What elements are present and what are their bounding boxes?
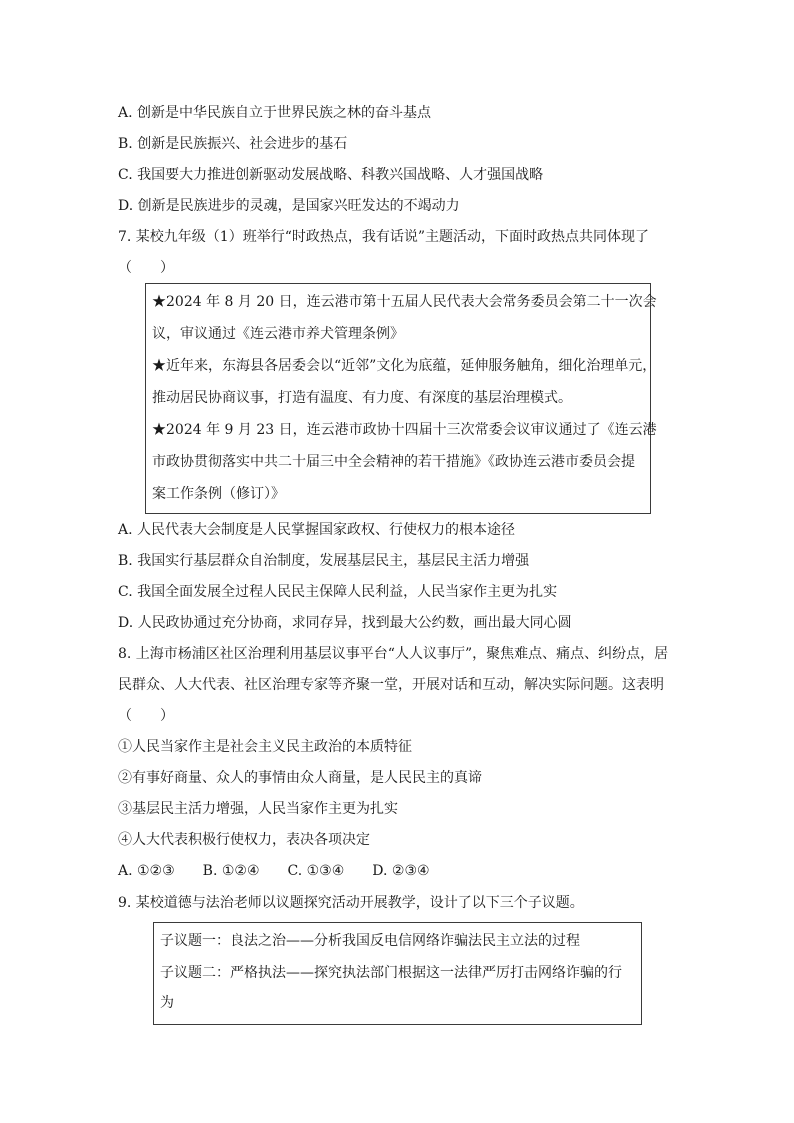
q7-material-line: 议，审议通过《连云港市养犬管理条例》 — [152, 326, 404, 342]
q8-options-row — [118, 861, 458, 881]
q7-stem: 7. 某校九年级（1）班举行“时政热点，我有话说”主题活动，下面时政热点共同体现了 — [118, 229, 650, 245]
q7-material-line: ★2024 年 8 月 20 日，连云港市第十五届人民代表大会常务委员会第二十一次会 — [152, 294, 657, 310]
q7-option-a: A. 人民代表大会制度是人民掌握国家政权、行使权力的根本途径 — [118, 522, 516, 538]
q8-option-d: D. ②③④ — [372, 863, 430, 879]
q7-material-line: 市政协贯彻落实中共二十届三中全会精神的若干措施》《政协连云港市委员会提 — [152, 454, 635, 470]
q8-statement-4: ④人大代表积极行使权力，表决各项决定 — [118, 832, 370, 848]
q8-stem: 8. 上海市杨浦区社区治理利用基层议事平台“人人议事厅”，聚焦难点、痛点、纠纷点，居 — [118, 646, 669, 662]
q7-material-line: 推动居民协商议事，打造有温度、有力度、有深度的基层治理模式。 — [152, 390, 572, 406]
q7-material-box — [145, 283, 657, 514]
q9-subtopic-line: 为 — [160, 995, 174, 1011]
q8-statement-3: ③基层民主活力增强，人民当家作主更为扎实 — [118, 801, 398, 817]
q6-option-c: C. 我国要大力推进创新驱动发展战略、科教兴国战略、人才强国战略 — [118, 167, 544, 183]
q7-material-line: 案工作条例（修订）》 — [152, 486, 285, 502]
q8-option-c: C. ①③④ — [287, 863, 345, 879]
q7-option-c: C. 我国全面发展全过程人民民主保障人民利益，人民当家作主更为扎实 — [118, 584, 558, 600]
q9-stem: 9. 某校道德与法治老师以议题探究活动开展教学，设计了以下三个子议题。 — [118, 895, 584, 911]
q8-answer-bracket: （ ） — [118, 708, 174, 724]
q6-option-d: D. 创新是民族进步的灵魂，是国家兴旺发达的不竭动力 — [118, 198, 460, 214]
q9-subtopic-line: 子议题二：严格执法——探究执法部门根据这一法律严厉打击网络诈骗的行 — [160, 965, 622, 981]
q9-subtopic-line: 子议题一：良法之治——分析我国反电信网络诈骗法民主立法的过程 — [160, 933, 580, 949]
q7-material-line: ★2024 年 9 月 23 日，连云港市政协十四届十三次常委会议审议通过了《连云港 — [152, 422, 657, 438]
q8-option-b: B. ①②④ — [202, 863, 260, 879]
q9-subtopic-box — [153, 922, 642, 1025]
q8-statement-2: ②有事好商量、众人的事情由众人商量，是人民民主的真谛 — [118, 770, 482, 786]
q7-material-line: ★近年来，东海县各居委会以“近邻”文化为底蕴，延伸服务触角，细化治理单元， — [152, 358, 657, 374]
q7-option-d: D. 人民政协通过充分协商，求同存异，找到最大公约数，画出最大同心圆 — [118, 615, 572, 631]
q6-option-a: A. 创新是中华民族自立于世界民族之林的奋斗基点 — [118, 105, 432, 121]
q6-option-b: B. 创新是民族振兴、社会进步的基石 — [118, 136, 348, 152]
q7-option-b: B. 我国实行基层群众自治制度，发展基层民主，基层民主活力增强 — [118, 553, 530, 569]
q7-answer-bracket: （ ） — [118, 260, 174, 276]
q8-statement-1: ①人民当家作主是社会主义民主政治的本质特征 — [118, 739, 412, 755]
q8-option-a: A. ①②③ — [118, 863, 175, 879]
q8-stem: 民群众、人大代表、社区治理专家等齐聚一堂，开展对话和互动，解决实际问题。这表明 — [118, 677, 664, 693]
